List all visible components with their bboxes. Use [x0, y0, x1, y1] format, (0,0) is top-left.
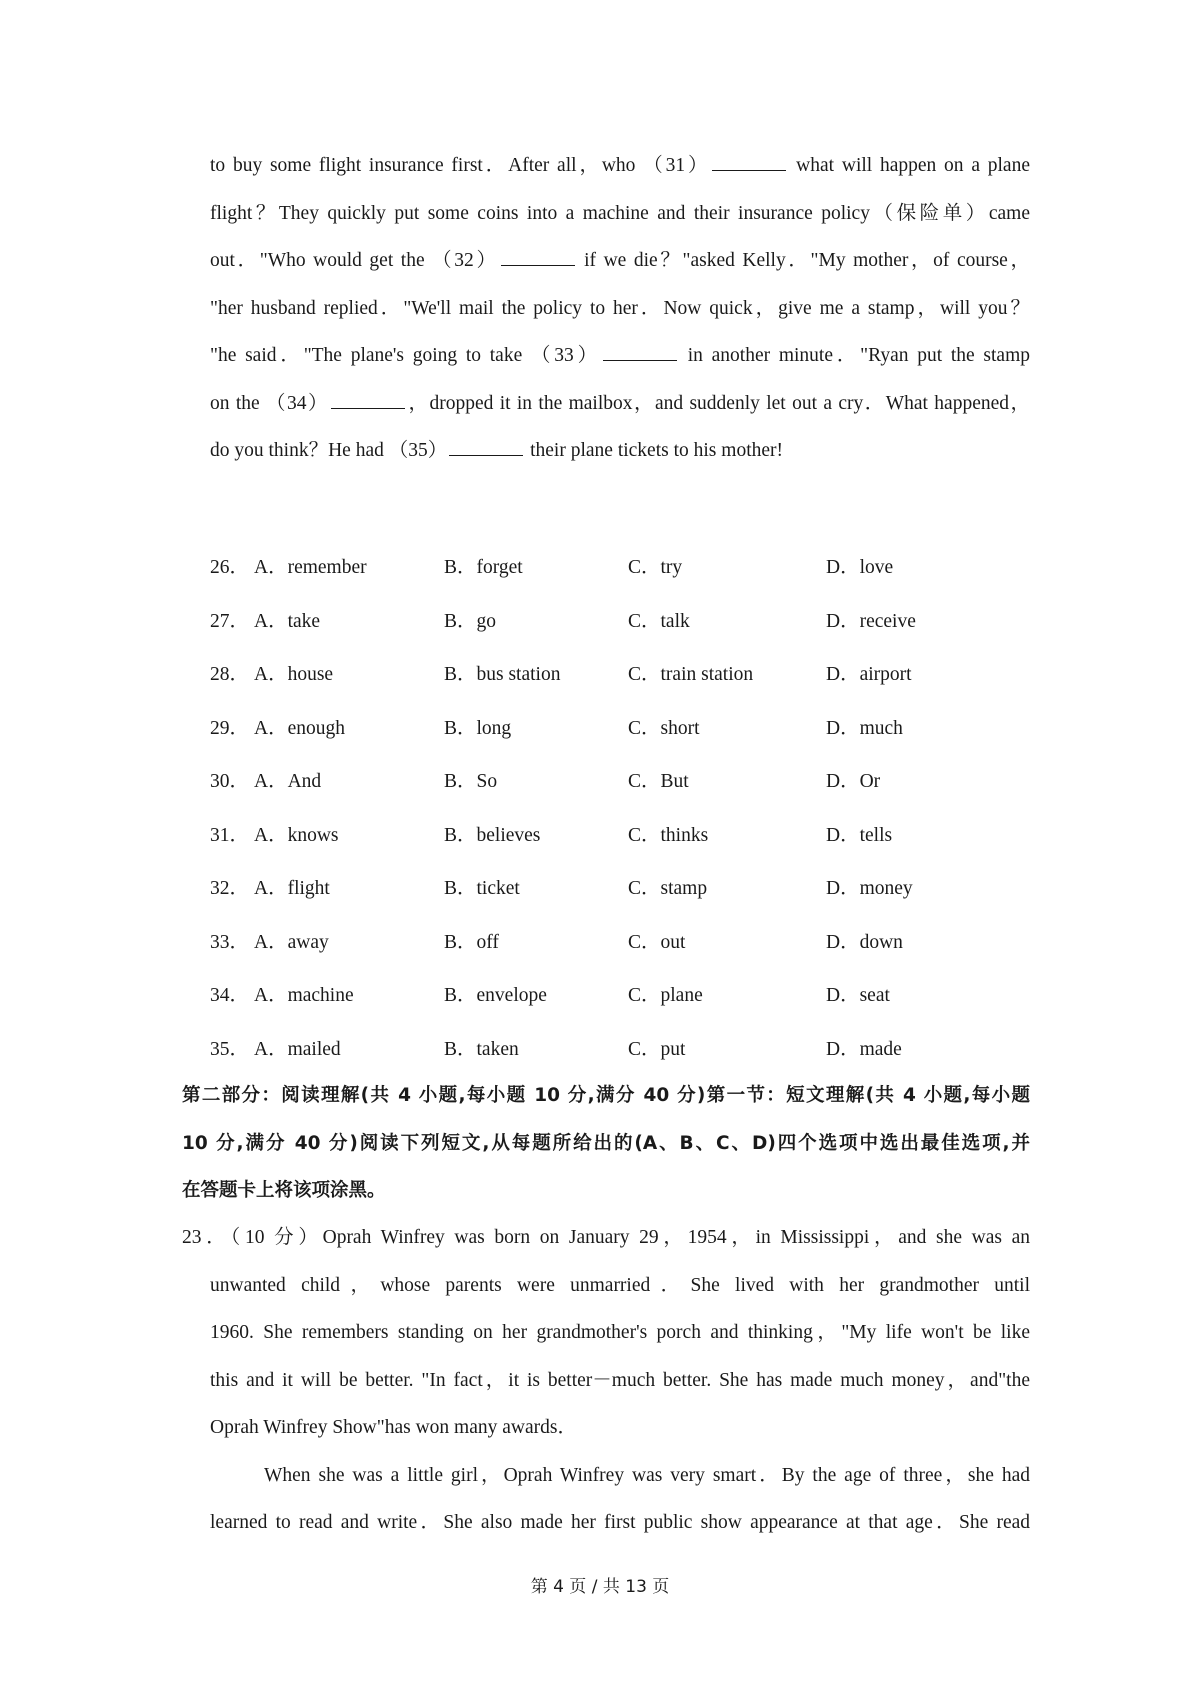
option-row — [210, 715, 1030, 769]
page-footer: 第 4 页 / 共 13 页 — [530, 1577, 670, 1597]
passage-text: in another minute．"Ryan put the stamp — [679, 345, 1030, 366]
option-row — [210, 982, 1030, 1036]
option-b: B．off — [444, 931, 499, 953]
section-heading — [182, 1082, 1030, 1225]
option-c: C．thinks — [628, 824, 709, 846]
passage-text: flight？They quickly put some coins into a machine and their insurance policy（保险单）came — [210, 202, 1030, 224]
passage-text: "he said．"The plane's going to take （33） — [210, 345, 602, 366]
question-number: 28． — [210, 664, 250, 685]
passage-text: if we die？"asked Kelly．"My mother，of course， — [576, 250, 1030, 271]
option-row — [210, 929, 1030, 983]
option-d: D．love — [826, 557, 894, 578]
option-b: B．taken — [444, 1038, 519, 1060]
option-a: A．remember — [254, 557, 367, 578]
reading-line: When she was a little girl，Oprah Winfrey was very smart．By the age of three，she had — [264, 1464, 1030, 1486]
option-d: D．much — [826, 717, 903, 739]
answer-blank — [449, 439, 523, 456]
question-number: 35． — [210, 1038, 250, 1060]
passage-text: ，dropped it in the mailbox，and suddenly let out a cry．What happened， — [406, 392, 1031, 414]
passage-line — [210, 152, 1030, 200]
option-c: C．But — [628, 771, 689, 792]
section-heading-line-1: 第二部分：阅读理解(共 4 小题,每小题 10 分,满分 40 分)第一节：短文理解(共 4 小题,每小题 — [182, 1085, 1030, 1106]
option-row — [210, 1036, 1030, 1090]
option-row — [210, 822, 1030, 876]
option-d: D．receive — [826, 610, 916, 632]
question-number: 27． — [210, 610, 250, 632]
section-heading-line-2: 10 分,满分 40 分)阅读下列短文,从每题所给出的(A、B、C、D)四个选项中选出最佳选项,并 — [182, 1132, 1030, 1154]
option-b: B．believes — [444, 824, 541, 846]
answer-options — [210, 554, 1030, 1089]
option-b: B．bus station — [444, 664, 561, 685]
option-c: C．try — [628, 557, 683, 578]
option-b: B．So — [444, 771, 498, 792]
question-number: 34． — [210, 985, 250, 1006]
option-c: C．plane — [628, 985, 703, 1006]
reading-line: this and it will be better. "In fact，it is better－much better. She has made much money，and"the — [210, 1369, 1030, 1391]
passage-line — [210, 437, 1030, 485]
option-c: C．out — [628, 931, 686, 953]
option-d: D．made — [826, 1038, 902, 1060]
option-a: A．house — [254, 664, 334, 685]
reading-line: learned to read and write．She also made her first public show appearance at that age．She read — [210, 1512, 1030, 1533]
option-row — [210, 768, 1030, 822]
option-d: D．tells — [826, 824, 893, 846]
section-heading-line-3: 在答题卡上将该项涂黑。 — [182, 1180, 386, 1201]
option-a: A．knows — [254, 824, 339, 846]
option-a: A．And — [254, 771, 322, 792]
option-row — [210, 554, 1030, 608]
option-a: A．machine — [254, 985, 354, 1006]
question-number: 26． — [210, 557, 250, 578]
option-c: C．stamp — [628, 878, 708, 899]
question-number: 33． — [210, 931, 250, 953]
option-d: D．money — [826, 878, 913, 899]
passage-text: their plane tickets to his mother! — [525, 440, 783, 461]
reading-line: 23．（10 分）Oprah Winfrey was born on January 29，1954，in Mississippi，and she was an — [182, 1227, 1030, 1248]
option-a: A．away — [254, 931, 329, 953]
option-d: D．seat — [826, 985, 890, 1006]
option-b: B．envelope — [444, 985, 547, 1006]
option-b: B．long — [444, 717, 512, 739]
reading-line: 1960. She remembers standing on her grandmother's porch and thinking，"My life won't be like — [210, 1322, 1030, 1343]
passage-text: what will happen on a plane — [788, 155, 1030, 176]
question-number: 30． — [210, 771, 250, 792]
option-row — [210, 875, 1030, 929]
option-c: C．put — [628, 1038, 686, 1060]
answer-blank — [603, 344, 677, 361]
option-c: C．talk — [628, 610, 690, 632]
option-b: B．forget — [444, 557, 523, 578]
passage-line — [210, 247, 1030, 295]
passage-text: out．"Who would get the （32） — [210, 250, 499, 271]
passage-text: "her husband replied．"We'll mail the policy to her．Now quick，give me a stamp，will you？ — [210, 297, 1030, 319]
passage-line — [210, 200, 1030, 248]
cloze-passage — [210, 152, 1030, 485]
passage-text: do you think？He had （35） — [210, 440, 448, 461]
passage-line — [210, 295, 1030, 343]
option-row — [210, 661, 1030, 715]
option-b: B．go — [444, 610, 497, 632]
answer-blank — [501, 249, 575, 266]
answer-blank — [331, 392, 405, 409]
passage-line — [210, 390, 1030, 438]
passage-text: on the （34） — [210, 392, 329, 414]
answer-blank — [712, 154, 786, 171]
option-row — [210, 608, 1030, 662]
option-a: A．take — [254, 610, 321, 632]
option-a: A．flight — [254, 878, 330, 899]
reading-line: unwanted child，whose parents were unmarried．She lived with her grandmother until — [210, 1274, 1030, 1296]
passage-text: to buy some flight insurance first．After all，who （31） — [210, 155, 711, 176]
reading-line: Oprah Winfrey Show"has won many awards． — [210, 1417, 577, 1438]
option-d: D．airport — [826, 664, 912, 685]
option-a: A．mailed — [254, 1038, 341, 1060]
option-c: C．short — [628, 717, 700, 739]
option-b: B．ticket — [444, 878, 520, 899]
question-number: 32． — [210, 878, 250, 899]
question-number: 31． — [210, 824, 250, 846]
option-d: D．down — [826, 931, 903, 953]
reading-passage — [182, 1224, 1030, 1557]
option-a: A．enough — [254, 717, 345, 739]
passage-line — [210, 342, 1030, 390]
option-d: D．Or — [826, 771, 881, 792]
option-c: C．train station — [628, 664, 754, 685]
question-number: 29． — [210, 717, 250, 739]
